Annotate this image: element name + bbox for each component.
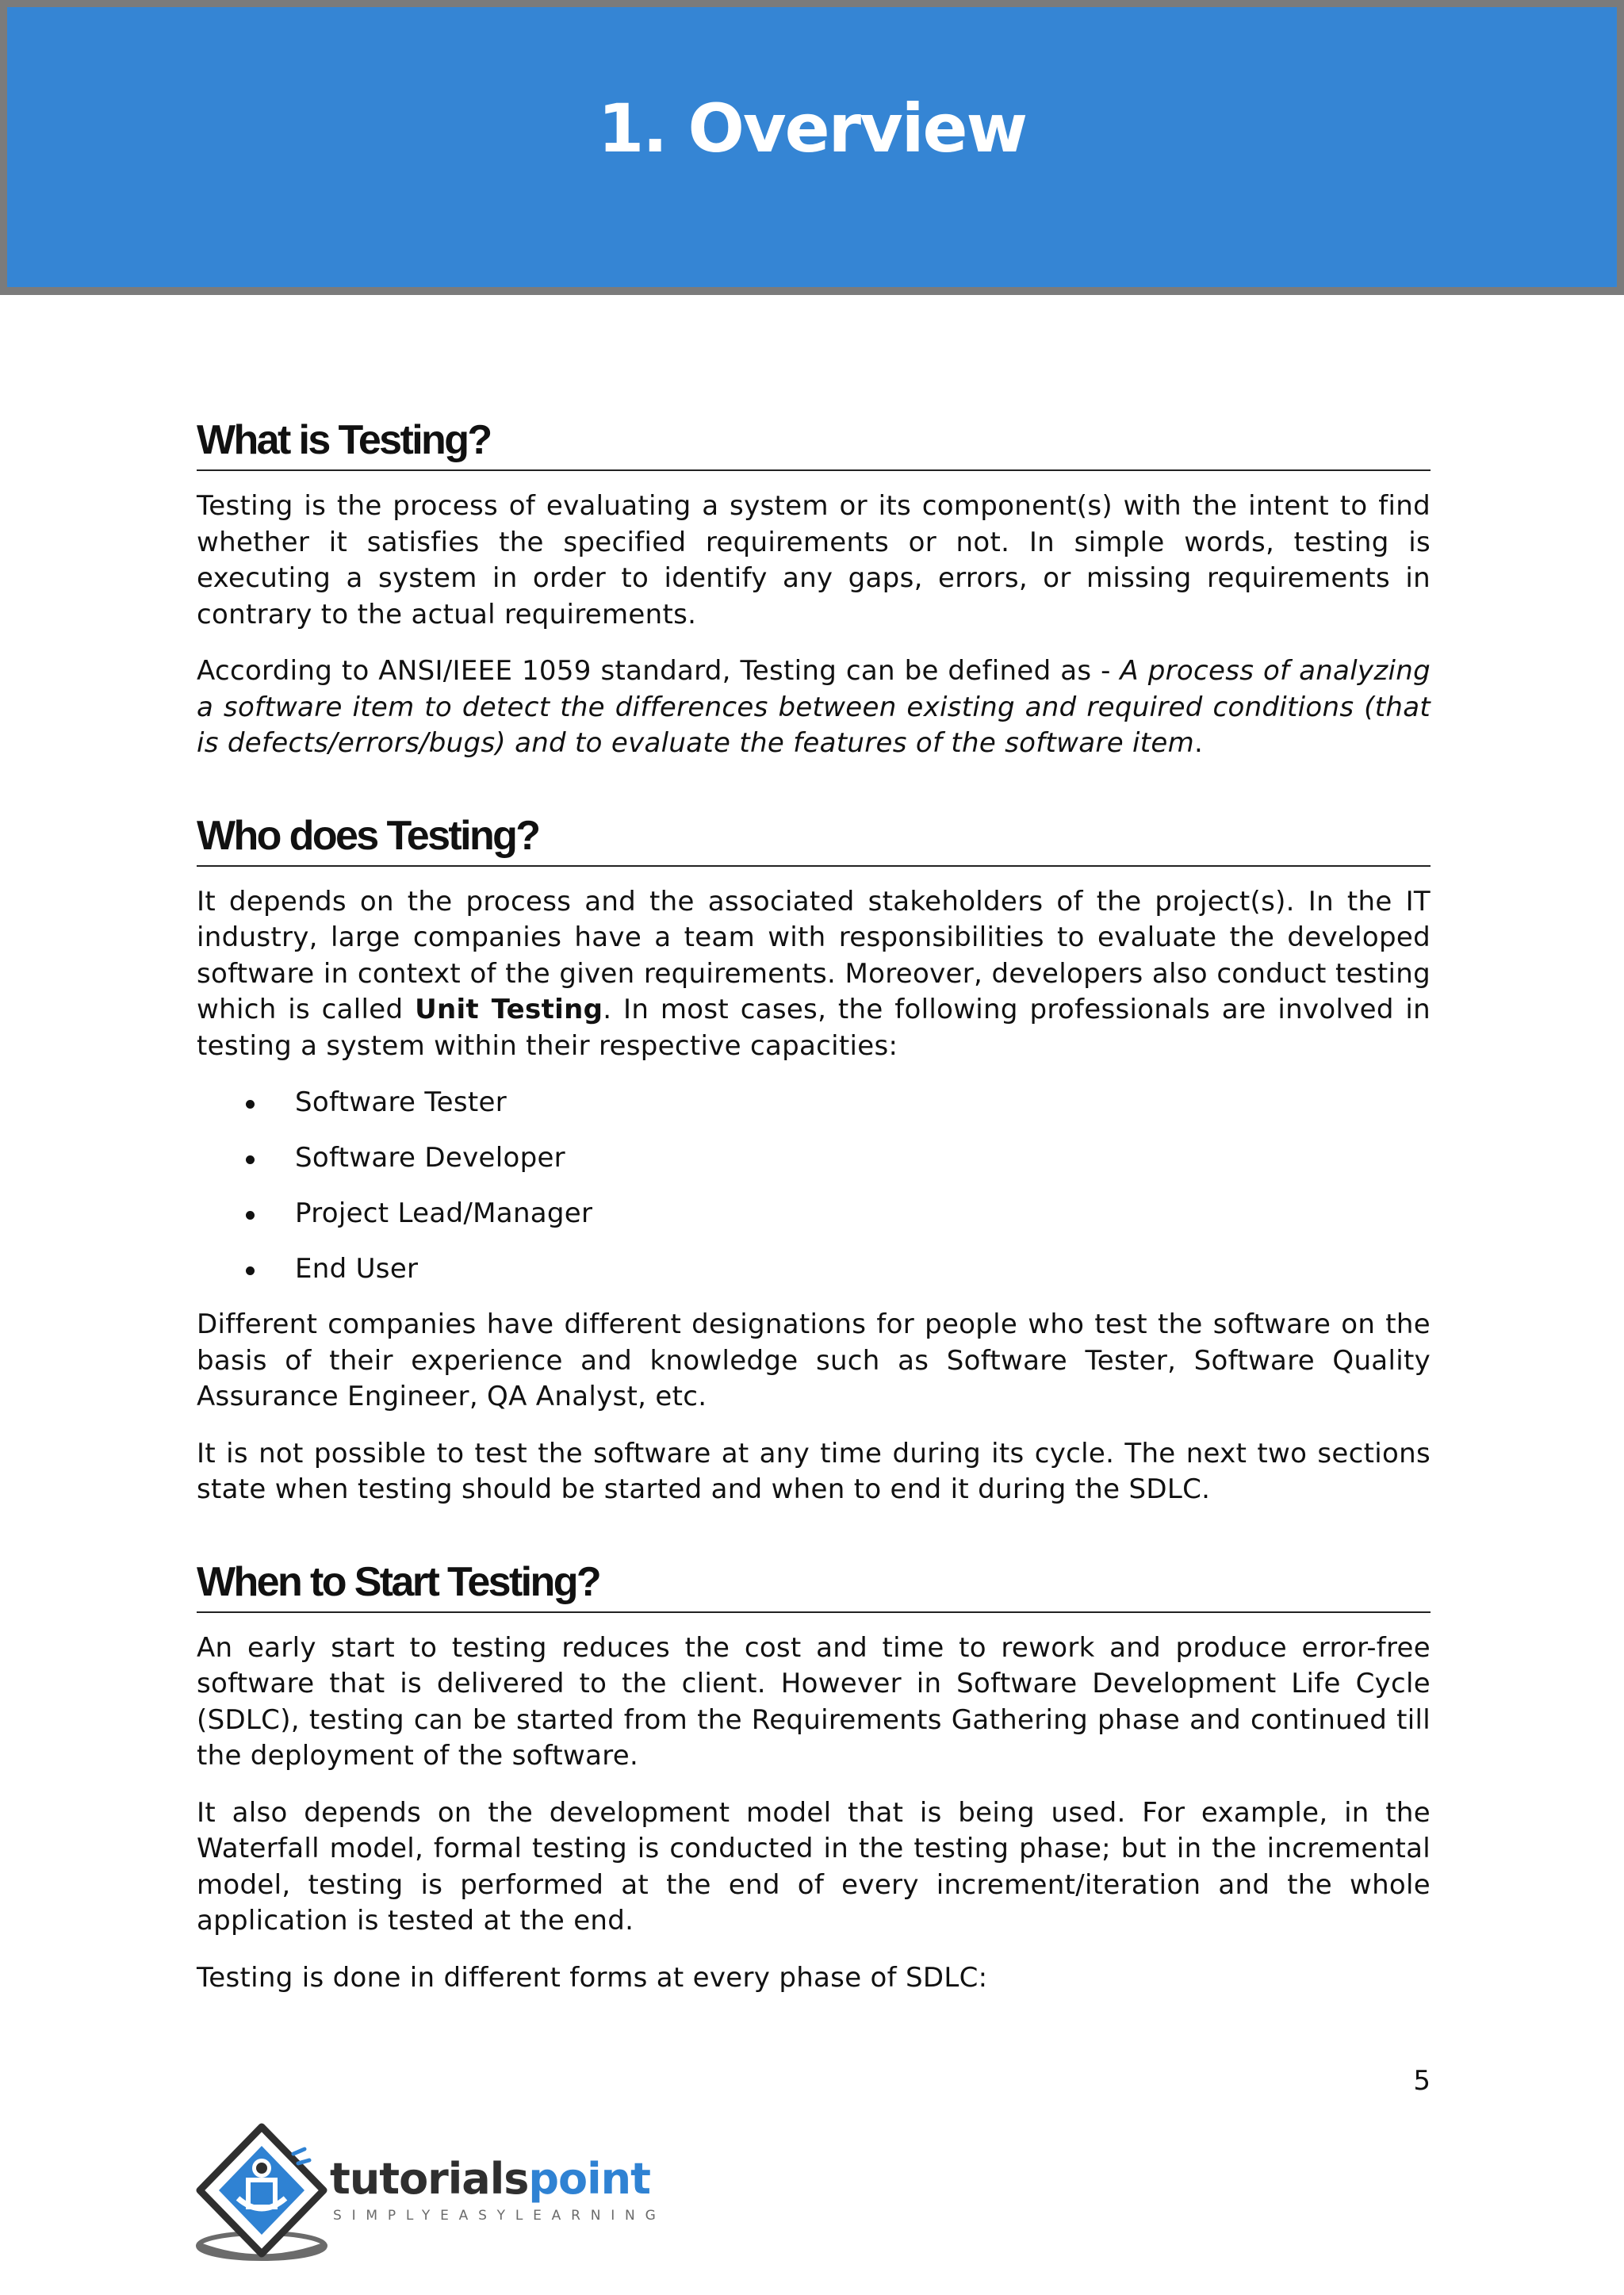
- bullet-icon: [246, 1211, 255, 1220]
- text-span: According to ANSI/IEEE 1059 standard, Testing can be defined as -: [197, 655, 1120, 687]
- bullet-icon: [246, 1155, 255, 1164]
- text-span: It depends on the process and the associated stakeholders of the project(s). In the IT industry, large companies have a team with responsibilities to evaluate the developed software in context of the given requirements. Moreover, developers also conduct testing which is called: [197, 885, 1431, 1025]
- paragraph: Different companies have different designations for people who test the software on the basis of their experience and knowledge such as Software Tester, Software Quality Assurance Engineer, QA Analyst, etc.: [197, 1308, 1431, 1412]
- paragraph: Testing is done in different forms at every phase of SDLC:: [197, 1961, 988, 1994]
- logo-diamond-icon: [193, 2122, 328, 2265]
- section-when-to-start-testing: [197, 1554, 1431, 1997]
- list-item: [197, 1196, 1431, 1232]
- section-heading: Who does Testing?: [197, 808, 1431, 867]
- page-number: 5: [1413, 2065, 1431, 2097]
- list-item-label: End User: [295, 1253, 419, 1285]
- bullet-icon: [246, 1100, 255, 1109]
- italic-definition: A process of analyzing a software item to detect the differences between existing and required conditions (that is defects/errors/bugs) and to evaluate the features of the software item: [197, 655, 1431, 759]
- paragraph: An early start to testing reduces the cost and time to rework and produce error-free software that is delivered to the client. However in Software Development Life Cycle (SDLC), testing can be started from the Requirements Gathering phase and continued till the deployment of the software.: [197, 1631, 1431, 1772]
- text-span: . In most cases, the following professionals are involved in testing a system within their respective capacities:: [197, 994, 1431, 1062]
- chapter-banner: [0, 0, 1624, 295]
- paragraph-definition: [197, 653, 1431, 762]
- paragraph: [197, 884, 1431, 1065]
- logo-word-tutorials: tutorials: [330, 2154, 529, 2204]
- tutorialspoint-logo: [193, 2122, 669, 2265]
- list-item-label: Project Lead/Manager: [295, 1197, 593, 1229]
- logo-tagline: SIMPLYEASYLEARNING: [333, 2208, 666, 2224]
- list-item-label: Software Developer: [295, 1142, 565, 1174]
- list-item: [197, 1085, 1431, 1121]
- text-span: .: [1194, 727, 1204, 759]
- section-who-does-testing: [197, 808, 1431, 1508]
- paragraph: Testing is the process of evaluating a system or its component(s) with the intent to find whether it satisfies the specified requirements or not. In simple words, testing is executing a system in order to identify any gaps, errors, or missing requirements in contrary to the actual requirements.: [197, 490, 1431, 630]
- bullet-icon: [246, 1266, 255, 1275]
- bold-term: Unit Testing: [415, 994, 603, 1025]
- list-item: [197, 1140, 1431, 1176]
- paragraph: It also depends on the development model that is being used. For example, in the Waterfall model, formal testing is conducted in the testing phase; but in the incremental model, testing is performed at the end of every increment/iteration and the whole application is tested at the end.: [197, 1796, 1431, 1937]
- section-heading: What is Testing?: [197, 412, 1431, 471]
- list-item: [197, 1251, 1431, 1287]
- chapter-title: 1. Overview: [597, 90, 1027, 167]
- page-content: [197, 412, 1431, 2017]
- section-heading: When to Start Testing?: [197, 1554, 1431, 1613]
- list-item-label: Software Tester: [295, 1086, 508, 1118]
- section-what-is-testing: [197, 412, 1431, 762]
- paragraph: It is not possible to test the software at any time during its cycle. The next two sections state when testing should be started and when to end it during the SDLC.: [197, 1437, 1431, 1505]
- professionals-list: [197, 1085, 1431, 1287]
- logo-word-point: point: [528, 2154, 650, 2204]
- logo-wordmark: [330, 2155, 650, 2203]
